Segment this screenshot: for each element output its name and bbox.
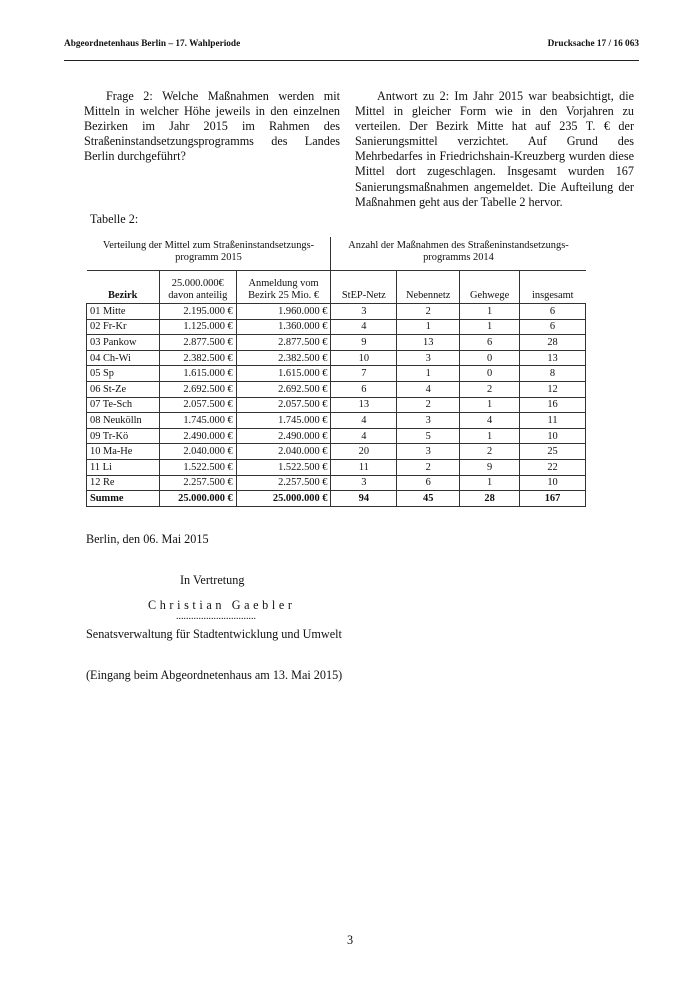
cell-gehwege: 1 (460, 428, 520, 444)
cell-gehwege: 4 (460, 413, 520, 429)
col-header-nebennetz: Nebennetz (397, 271, 460, 304)
cell-step: 6 (331, 381, 397, 397)
table-sum-row (87, 491, 586, 507)
cell-insgesamt: 25 (520, 444, 586, 460)
cell-bezirk: 10 Ma-He (87, 444, 160, 460)
cell-bezirk: 06 St-Ze (87, 381, 160, 397)
cell-gehwege: 1 (460, 397, 520, 413)
cell-step: 7 (331, 366, 397, 382)
signatory-name: Christian Gaebler (148, 598, 296, 612)
cell-nebennetz: 3 (397, 350, 460, 366)
sum-share: 25.000.000 € (159, 491, 236, 507)
cell-step: 10 (331, 350, 397, 366)
table-row (87, 304, 586, 320)
table-row (87, 350, 586, 366)
cell-share: 2.040.000 € (159, 444, 236, 460)
cell-insgesamt: 16 (520, 397, 586, 413)
cell-share: 1.522.500 € (159, 459, 236, 475)
cell-step: 3 (331, 475, 397, 491)
cell-bezirk: 01 Mitte (87, 304, 160, 320)
cell-registration: 2.692.500 € (236, 381, 331, 397)
table-row (87, 475, 586, 491)
cell-step: 3 (331, 304, 397, 320)
cell-gehwege: 1 (460, 319, 520, 335)
cell-insgesamt: 8 (520, 366, 586, 382)
place-date: Berlin, den 06. Mai 2015 (86, 532, 209, 546)
cell-step: 4 (331, 428, 397, 444)
cell-insgesamt: 10 (520, 475, 586, 491)
cell-share: 2.382.500 € (159, 350, 236, 366)
cell-step: 4 (331, 413, 397, 429)
cell-nebennetz: 2 (397, 304, 460, 320)
cell-gehwege: 1 (460, 475, 520, 491)
receipt-note: (Eingang beim Abgeordnetenhaus am 13. Mai 2015) (86, 668, 343, 682)
cell-insgesamt: 28 (520, 335, 586, 351)
cell-registration: 2.057.500 € (236, 397, 331, 413)
sum-registration: 25.000.000 € (236, 491, 331, 507)
answer-paragraph: Antwort zu 2: Im Jahr 2015 war beabsichtigt, die Mittel in gleicher Form wie in den Vorjahren zu verteilen. Der Bezirk Mitte hat auf 235 T. € der Sanierungsmittel verzichtet. Auf Grund des Mehrbedarfes in Friedrichshain-Kreuzberg wurden diese Mittel dort zugeschlagen. Insgesamt wurden 167 Sanierungsmaßnahmen angemeldet. Die Aufteilung der Maßnahmen geht aus der Tabelle 2 hervor. (355, 89, 634, 209)
col-header-step-netz: StEP-Netz (331, 271, 397, 304)
header-rule (64, 60, 639, 61)
measures-table (86, 237, 586, 507)
cell-step: 20 (331, 444, 397, 460)
header-parliament: Abgeordnetenhaus Berlin – 17. Wahlperiode (64, 39, 241, 49)
table-caption: Tabelle 2: (90, 212, 139, 226)
cell-share: 2.490.000 € (159, 428, 236, 444)
cell-insgesamt: 22 (520, 459, 586, 475)
cell-bezirk: 04 Ch-Wi (87, 350, 160, 366)
cell-insgesamt: 6 (520, 304, 586, 320)
group-header-measures: Anzahl der Maßnahmen des Straßeninstandsetzungs-programms 2014 (331, 237, 586, 271)
col-header-bezirk: Bezirk (87, 271, 160, 304)
cell-bezirk: 09 Tr-Kö (87, 428, 160, 444)
cell-bezirk: 11 Li (87, 459, 160, 475)
cell-gehwege: 2 (460, 381, 520, 397)
table-row (87, 366, 586, 382)
signature-dots: ................................ (176, 611, 256, 622)
cell-step: 9 (331, 335, 397, 351)
col-header-registration: Anmeldung vom Bezirk 25 Mio. € (236, 271, 331, 304)
cell-insgesamt: 10 (520, 428, 586, 444)
cell-share: 1.125.000 € (159, 319, 236, 335)
cell-bezirk: 08 Neukölln (87, 413, 160, 429)
cell-registration: 2.877.500 € (236, 335, 331, 351)
cell-share: 2.692.500 € (159, 381, 236, 397)
cell-nebennetz: 2 (397, 397, 460, 413)
cell-nebennetz: 4 (397, 381, 460, 397)
cell-share: 2.257.500 € (159, 475, 236, 491)
cell-nebennetz: 1 (397, 366, 460, 382)
cell-gehwege: 0 (460, 350, 520, 366)
cell-step: 11 (331, 459, 397, 475)
cell-share: 1.615.000 € (159, 366, 236, 382)
cell-registration: 1.745.000 € (236, 413, 331, 429)
cell-bezirk: 03 Pankow (87, 335, 160, 351)
page-number: 3 (346, 933, 354, 947)
table-row (87, 397, 586, 413)
col-header-gehwege: Gehwege (460, 271, 520, 304)
cell-registration: 2.490.000 € (236, 428, 331, 444)
col-header-share: 25.000.000€ davon anteilig (159, 271, 236, 304)
table-group-header (87, 237, 586, 271)
table-row (87, 319, 586, 335)
table-row (87, 413, 586, 429)
cell-share: 2.877.500 € (159, 335, 236, 351)
cell-step: 4 (331, 319, 397, 335)
cell-registration: 1.360.000 € (236, 319, 331, 335)
cell-gehwege: 6 (460, 335, 520, 351)
sum-insgesamt: 167 (520, 491, 586, 507)
table-row (87, 459, 586, 475)
sum-gehwege: 28 (460, 491, 520, 507)
cell-registration: 1.615.000 € (236, 366, 331, 382)
cell-insgesamt: 6 (520, 319, 586, 335)
cell-bezirk: 12 Re (87, 475, 160, 491)
table-column-header (87, 271, 586, 304)
cell-registration: 2.382.500 € (236, 350, 331, 366)
cell-nebennetz: 13 (397, 335, 460, 351)
cell-insgesamt: 11 (520, 413, 586, 429)
table-row (87, 428, 586, 444)
cell-bezirk: 07 Te-Sch (87, 397, 160, 413)
sum-step: 94 (331, 491, 397, 507)
department: Senatsverwaltung für Stadtentwicklung und Umwelt (86, 627, 342, 641)
cell-insgesamt: 12 (520, 381, 586, 397)
cell-share: 2.057.500 € (159, 397, 236, 413)
cell-gehwege: 2 (460, 444, 520, 460)
cell-share: 1.745.000 € (159, 413, 236, 429)
cell-bezirk: 05 Sp (87, 366, 160, 382)
table-row (87, 381, 586, 397)
cell-bezirk: 02 Fr-Kr (87, 319, 160, 335)
group-header-funding: Verteilung der Mittel zum Straßeninstandsetzungs-programm 2015 (87, 237, 331, 271)
cell-registration: 1.522.500 € (236, 459, 331, 475)
cell-nebennetz: 3 (397, 413, 460, 429)
question-paragraph: Frage 2: Welche Maßnahmen werden mit Mitteln in welcher Höhe jeweils in den einzelnen Bezirken im Jahr 2015 im Rahmen des Straßeninstandsetzungsprogramms des Landes Berlin durchgeführt? (84, 89, 340, 164)
cell-nebennetz: 2 (397, 459, 460, 475)
table-row (87, 335, 586, 351)
sum-label: Summe (87, 491, 160, 507)
deputy-line: In Vertretung (180, 573, 245, 587)
header-document-number: Drucksache 17 / 16 063 (547, 39, 639, 49)
cell-gehwege: 0 (460, 366, 520, 382)
sum-nebennetz: 45 (397, 491, 460, 507)
cell-registration: 2.040.000 € (236, 444, 331, 460)
table-row (87, 444, 586, 460)
cell-insgesamt: 13 (520, 350, 586, 366)
cell-gehwege: 9 (460, 459, 520, 475)
cell-registration: 2.257.500 € (236, 475, 331, 491)
cell-nebennetz: 5 (397, 428, 460, 444)
cell-nebennetz: 1 (397, 319, 460, 335)
cell-gehwege: 1 (460, 304, 520, 320)
cell-share: 2.195.000 € (159, 304, 236, 320)
cell-nebennetz: 6 (397, 475, 460, 491)
cell-nebennetz: 3 (397, 444, 460, 460)
cell-step: 13 (331, 397, 397, 413)
col-header-insgesamt: insgesamt (520, 271, 586, 304)
cell-registration: 1.960.000 € (236, 304, 331, 320)
